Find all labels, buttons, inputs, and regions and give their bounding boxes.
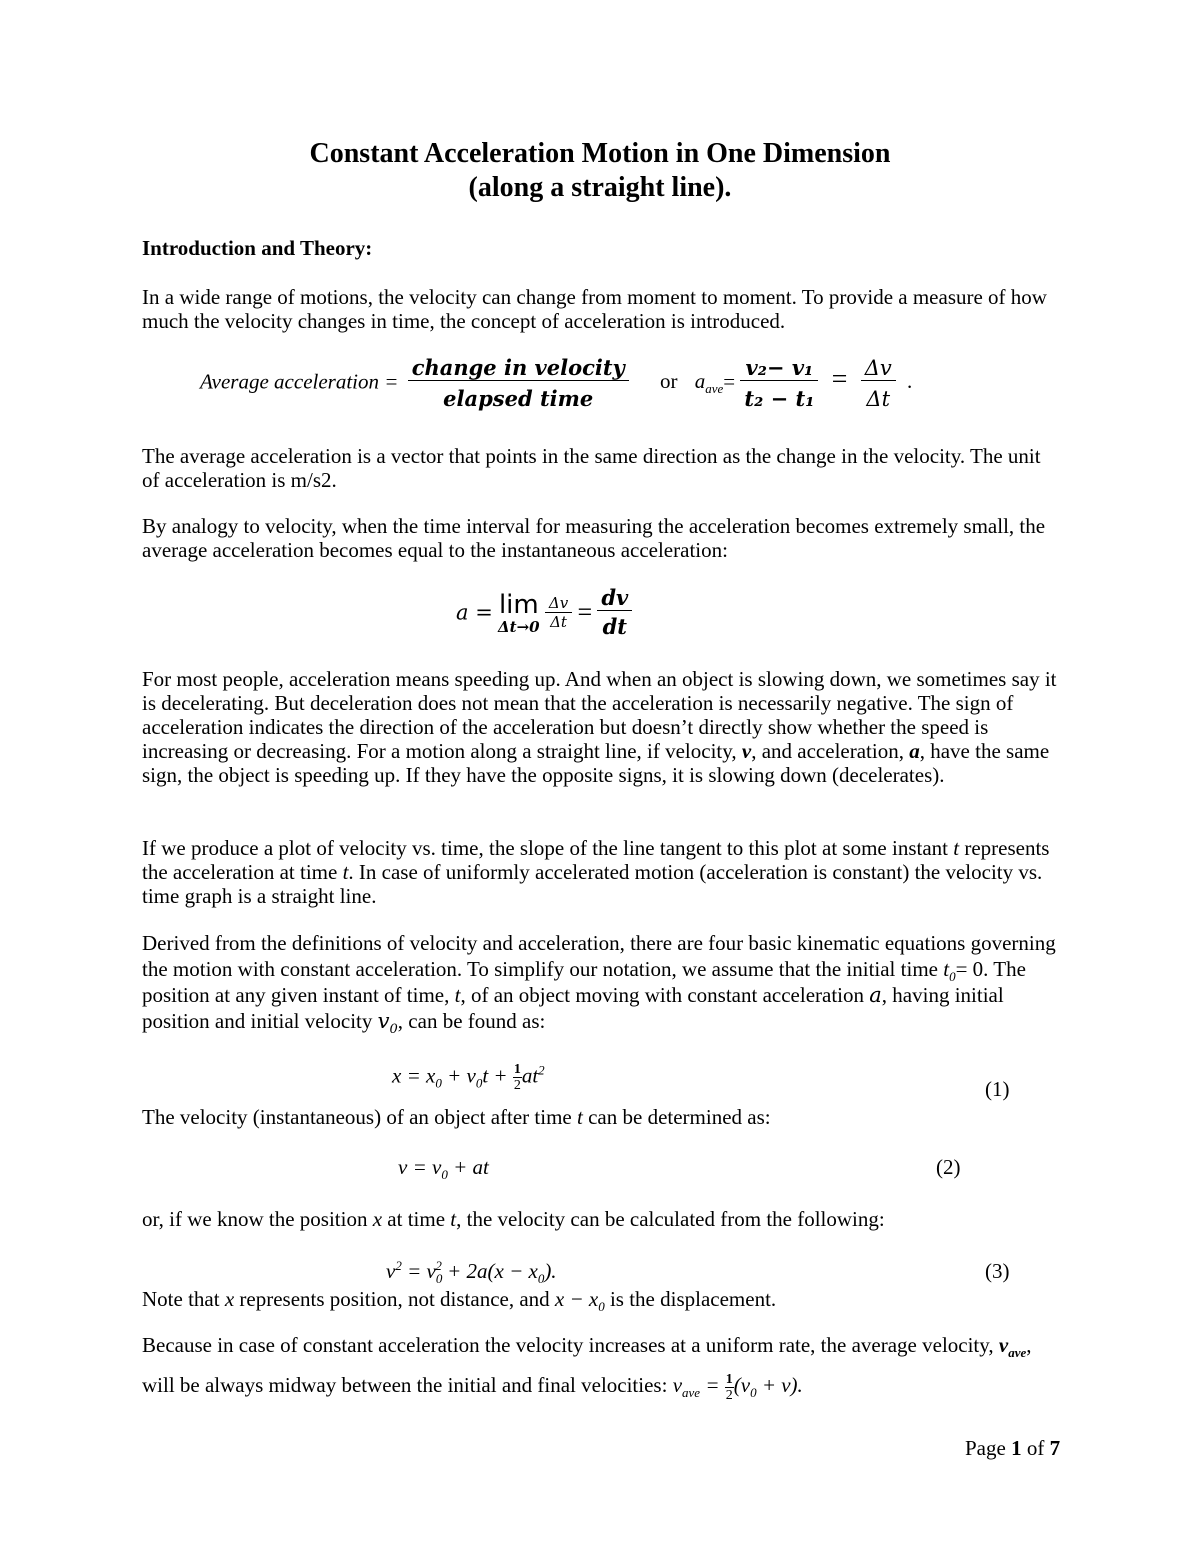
paragraph-velocity: The velocity (instantaneous) of an object after time t can be determined as: bbox=[142, 1105, 771, 1129]
d-t: dt bbox=[602, 614, 627, 639]
small-delta-v: Δv bbox=[545, 594, 572, 613]
paragraph-plot: If we produce a plot of velocity vs. time, the slope of the line tangent to this plot at some instant t represents the acceleration at time t. In case of uniformly accelerated motion (acceleration is constant) the velocity vs. time graph is a straight line. bbox=[142, 836, 1050, 908]
paragraph-intro: In a wide range of motions, the velocity can change from moment to moment. To provide a measure of how much the velocity changes in time, the concept of acceleration is introduced. bbox=[142, 285, 1047, 333]
limit bbox=[498, 591, 540, 635]
lim-text: lim bbox=[498, 589, 539, 620]
one-half-vave: $\frac{1}{2}$ bbox=[725, 1371, 733, 1403]
paragraph-displacement: Note that x represents position, not distance, and $x - x_0$ is the displacement. bbox=[142, 1287, 777, 1315]
equation-1: $x = x_0 + v_0t$ + $\frac{1}{2}$ $at^2$ bbox=[392, 1062, 545, 1093]
title-line-2: (along a straight line). bbox=[468, 172, 732, 203]
avg-numerator: change in velocity bbox=[408, 356, 629, 381]
derivative-fraction bbox=[597, 586, 632, 639]
paragraph-analogy: By analogy to velocity, when the time interval for measuring the acceleration becomes extremely small, the average acceleration becomes equal to the instantaneous acceleration: bbox=[142, 514, 1046, 562]
small-delta-t: Δt bbox=[550, 613, 567, 631]
of-label: of bbox=[1026, 1436, 1045, 1460]
inst-a-label: a = bbox=[456, 600, 493, 625]
paragraph-average-velocity: Because in case of constant acceleration the velocity increases at a uniform rate, the average velocity, $v_{ave}$, will be always midway between the initial and final velocities: $v_{ave}$ = $\frac{1}{2}$ $(v_0 + v)$. bbox=[142, 1333, 1032, 1403]
page-label: Page bbox=[965, 1436, 1006, 1460]
paragraph-average: The average acceleration is a vector that points in the same direction as the change in the velocity. The unit of acceleration is m/s2. bbox=[142, 444, 1041, 492]
avg-fraction bbox=[408, 356, 629, 411]
delta-fraction bbox=[861, 356, 896, 411]
t-denominator: t₂ − t₁ bbox=[744, 386, 815, 411]
section-heading: Introduction and Theory: bbox=[142, 236, 373, 260]
small-delta-fraction bbox=[545, 594, 572, 631]
avg-denominator: elapsed time bbox=[443, 386, 594, 411]
paragraph-position: or, if we know the position x at time t, the velocity can be calculated from the following: bbox=[142, 1207, 885, 1231]
or-word: or bbox=[660, 369, 678, 394]
equation-1-number: (1) bbox=[985, 1077, 1010, 1101]
v-numerator: v₂− v₁ bbox=[740, 356, 818, 381]
avg-label: Average acceleration = bbox=[200, 369, 399, 394]
equation-instantaneous bbox=[456, 586, 632, 639]
d-v: dv bbox=[597, 586, 632, 611]
equation-3: $v^2 = v_0^2 + 2a(x - x_0)$. bbox=[386, 1258, 557, 1287]
period: . bbox=[906, 369, 913, 394]
equation-2: $v = v_0$ + at bbox=[398, 1155, 489, 1183]
delta-v: Δv bbox=[861, 356, 896, 381]
equation-3-number: (3) bbox=[985, 1259, 1010, 1283]
paragraph-deceleration: For most people, acceleration means speeding up. And when an object is slowing down, we sometimes say it is decelerating. But deceleration does not mean that the acceleration is necessarily negative. The sign of acceleration indicates the direction of the acceleration but doesn’t directly show whether the speed is increasing or decreasing. For a motion along a straight line, if velocity, v, and acceleration, a, have the same sign, the object is speeding up. If they have the opposite signs, it is slowing down (decelerates). bbox=[142, 667, 1057, 787]
current-page: 1 bbox=[1011, 1436, 1022, 1460]
title-line-1: Constant Acceleration Motion in One Dimension bbox=[309, 138, 891, 169]
paragraph-kinematic: Derived from the definitions of velocity and acceleration, there are four basic kinematic equations governing the motion with constant acceleration. To simplify our notation, we assume that the initial time $t_0= 0$. The position at any given instant of time, t, of an object moving with constant acceleration a, having initial position and initial velocity $v_0$, can be found as: bbox=[142, 931, 1056, 1038]
a-ave-symbol: $a_{ave}$ bbox=[694, 369, 724, 397]
page-footer bbox=[965, 1436, 1060, 1460]
equals-sign: = bbox=[723, 369, 736, 394]
lim-subscript: Δt→0 bbox=[498, 617, 540, 636]
total-pages: 7 bbox=[1049, 1436, 1061, 1460]
one-half: $\frac{1}{2}$ bbox=[513, 1062, 521, 1093]
equals-sign-2: = bbox=[831, 364, 848, 396]
v-fraction bbox=[740, 356, 818, 411]
equation-average-acceleration bbox=[200, 356, 912, 411]
delta-t: Δt bbox=[866, 387, 891, 411]
equals-sign-3: = bbox=[577, 597, 593, 627]
equation-2-number: (2) bbox=[936, 1155, 961, 1179]
